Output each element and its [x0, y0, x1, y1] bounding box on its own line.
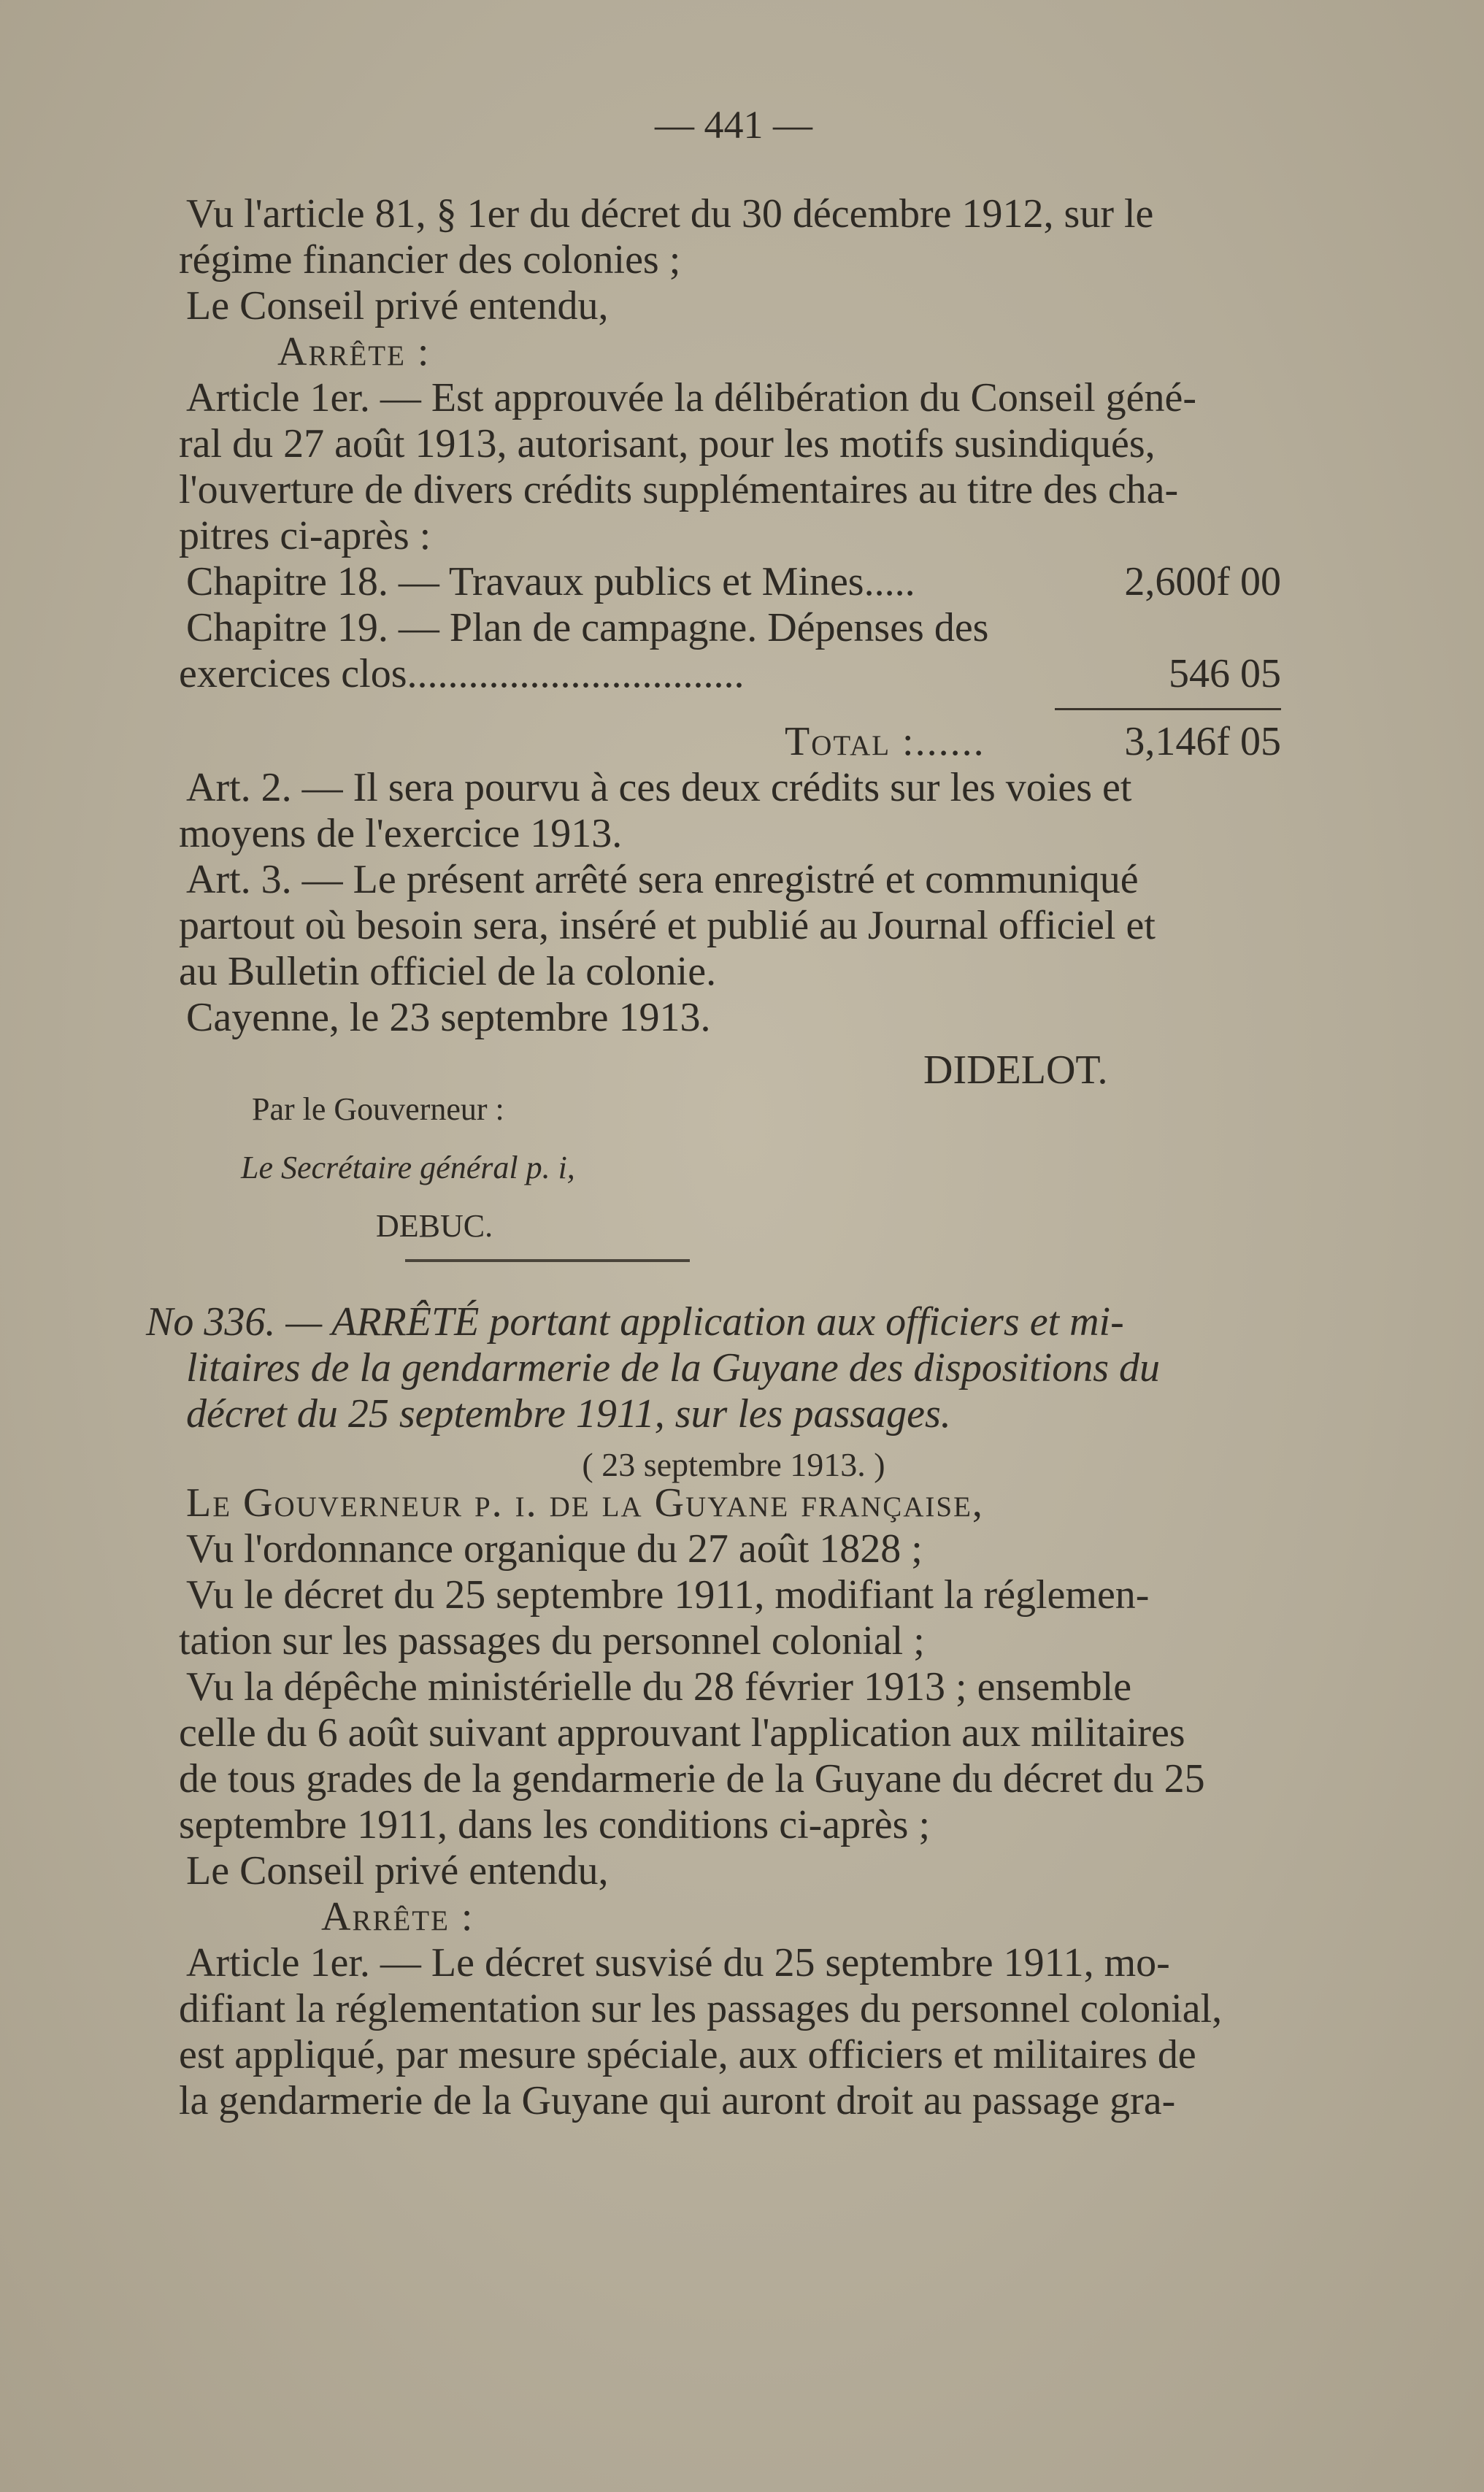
text-line: l'ouverture de divers crédits supplémentaires au titre des cha-: [179, 467, 1179, 512]
text-line: Le Conseil privé entendu,: [186, 283, 609, 328]
text-line: Vu la dépêche ministérielle du 28 février 1913 ; ensemble: [186, 1664, 1132, 1710]
countersignature: DEBUC.: [376, 1208, 493, 1244]
place-date: Cayenne, le 23 septembre 1913.: [186, 995, 711, 1040]
decree-date: ( 23 septembre 1913. ): [582, 1446, 885, 1483]
section-divider: [405, 1259, 690, 1262]
text-line: difiant la réglementation sur les passages du personnel colonial,: [179, 1986, 1223, 2031]
text-line: Vu l'ordonnance organique du 27 août 1828 ;: [186, 1526, 923, 1572]
text-line: au Bulletin officiel de la colonie.: [179, 949, 717, 994]
text-line: celle du 6 août suivant approuvant l'application aux militaires: [179, 1710, 1185, 1755]
text-line: ral du 27 août 1913, autorisant, pour les motifs susindiqués,: [179, 421, 1156, 466]
chapter-row: [179, 651, 1281, 697]
total-label: Total :......: [785, 719, 985, 764]
text-line: régime financier des colonies ;: [179, 237, 681, 282]
text-line: Le Conseil privé entendu,: [186, 1848, 609, 1893]
text-line: Art. 2. — Il sera pourvu à ces deux crédits sur les voies et: [186, 765, 1132, 810]
text-line: Vu le décret du 25 septembre 1911, modifiant la réglemen-: [186, 1572, 1150, 1618]
decree-title: décret du 25 septembre 1911, sur les passages.: [186, 1391, 951, 1437]
chapter-row: [186, 605, 1281, 651]
total-amount: 3,146f 05: [1124, 719, 1281, 764]
chapter-row: [186, 559, 1281, 605]
decree-title: No 336. — ARRÊTÉ portant application aux officiers et mi-: [146, 1299, 1124, 1345]
text-line: Art. 3. — Le présent arrêté sera enregistré et communiqué: [186, 857, 1139, 902]
text-line: Vu l'article 81, § 1er du décret du 30 décembre 1912, sur le: [186, 191, 1154, 236]
text-line: Article 1er. — Est approuvée la délibération du Conseil géné-: [186, 375, 1197, 420]
total-rule: [1055, 708, 1281, 710]
secretaire-line: Le Secrétaire général p. i,: [241, 1150, 575, 1185]
text-line: de tous grades de la gendarmerie de la Guyane du décret du 25: [179, 1756, 1205, 1801]
text-line: la gendarmerie de la Guyane qui auront droit au passage gra-: [179, 2078, 1176, 2123]
text-line: septembre 1911, dans les conditions ci-après ;: [179, 1802, 930, 1847]
total-row: [186, 719, 1281, 765]
text-line: Article 1er. — Le décret susvisé du 25 septembre 1911, mo-: [186, 1940, 1170, 1985]
par-le-gouverneur: Par le Gouverneur :: [252, 1091, 504, 1127]
text-line: pitres ci-après :: [179, 513, 431, 558]
page-number: — 441 —: [655, 103, 812, 147]
text-line: moyens de l'exercice 1913.: [179, 811, 623, 856]
text-line: Le Gouverneur p. i. de la Guyane française,: [186, 1480, 984, 1526]
text-line: partout où besoin sera, inséré et publié au Journal officiel et: [179, 903, 1156, 948]
arrete-heading: Arrête :: [321, 1894, 474, 1939]
chapter-amount: 546 05: [1169, 651, 1281, 696]
chapter-amount: 2,600f 00: [1124, 559, 1281, 604]
arrete-heading: Arrête :: [277, 329, 431, 374]
chapter-label: Chapitre 19. — Plan de campagne. Dépenses des: [186, 605, 989, 650]
chapter-label: Chapitre 18. — Travaux publics et Mines.....: [186, 559, 915, 604]
chapter-label: exercices clos.................................: [179, 651, 745, 696]
text-line: est appliqué, par mesure spéciale, aux officiers et militaires de: [179, 2032, 1196, 2077]
text-line: tation sur les passages du personnel colonial ;: [179, 1618, 925, 1664]
decree-title: litaires de la gendarmerie de la Guyane des dispositions du: [186, 1345, 1160, 1391]
signature: DIDELOT.: [923, 1047, 1108, 1093]
